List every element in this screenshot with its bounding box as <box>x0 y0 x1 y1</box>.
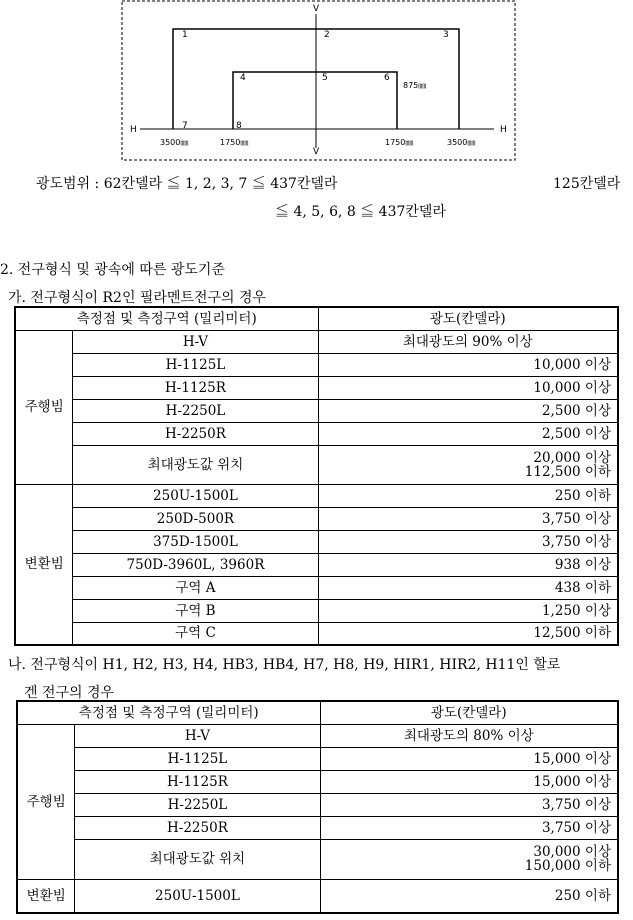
row-value-min: 30,000 이상 <box>533 844 611 860</box>
row-value: 938 이상 <box>318 553 618 576</box>
row-value: 최대광도의 80% 이상 <box>320 724 618 747</box>
section-2-heading: 2. 전구형식 및 광속에 따른 광도기준 <box>0 262 225 278</box>
table-row <box>15 599 618 622</box>
point-4: 4 <box>240 73 246 83</box>
table-row <box>17 793 618 816</box>
row-point: 구역 B <box>73 599 318 622</box>
row-value: 3,750 이상 <box>318 530 618 553</box>
row-point: 구역 A <box>73 576 318 599</box>
table-row <box>17 816 618 839</box>
row-value: 1,250 이상 <box>318 599 618 622</box>
point-3: 3 <box>443 30 449 40</box>
header-value: 광도(칸델라) <box>318 307 618 330</box>
table-row <box>15 576 618 599</box>
dist-left-inner: 1750㎜ <box>220 138 249 147</box>
table-row <box>15 622 618 645</box>
row-value: 250 이하 <box>320 879 618 913</box>
table-row <box>17 879 618 913</box>
dist-right-outer: 3500㎜ <box>447 138 476 147</box>
row-point: H-1125L <box>75 747 320 770</box>
point-8: 8 <box>236 121 242 131</box>
table-row <box>15 353 618 376</box>
table-header-row <box>17 701 618 724</box>
h-right-label: H <box>500 125 507 135</box>
point-6: 6 <box>384 73 390 83</box>
table-row <box>15 484 618 507</box>
row-value: 438 이하 <box>318 576 618 599</box>
range-line-1-right: 125칸델라 <box>553 176 621 192</box>
row-value: 10,000 이상 <box>318 353 618 376</box>
row-point: 250U-1500L <box>75 879 320 913</box>
table-row <box>17 724 618 747</box>
diagram-lines <box>0 0 633 170</box>
row-value: 15,000 이상 <box>320 747 618 770</box>
row-value: 3,750 이상 <box>320 816 618 839</box>
table-row <box>15 330 618 353</box>
table-row <box>15 553 618 576</box>
h-left-label: H <box>130 125 137 135</box>
row-point: 375D-1500L <box>73 530 318 553</box>
row-point: 250U-1500L <box>73 484 318 507</box>
section-2-sub-b-line-1: 나. 전구형식이 H1, H2, H3, H4, HB3, HB4, H7, H8, H9, HIR1, HIR2, H11인 할로 <box>8 657 561 673</box>
dist-right-inner: 1750㎜ <box>385 138 414 147</box>
row-value: 250 이하 <box>318 484 618 507</box>
header-value: 광도(칸델라) <box>320 701 618 724</box>
row-value-max: 112,500 이하 <box>524 463 611 480</box>
table-row <box>15 530 618 553</box>
row-point: H-1125R <box>75 770 320 793</box>
table-row <box>17 839 618 879</box>
section-2-sub-b-line-2: 겐 전구의 경우 <box>24 685 115 701</box>
row-value: 2,500 이상 <box>318 399 618 422</box>
range-line-2: ≦ 4, 5, 6, 8 ≦ 437칸델라 <box>275 204 446 220</box>
height-label: 875㎜ <box>403 81 427 90</box>
group-passing-beam: 변환빔 <box>15 484 73 645</box>
table-r2 <box>14 306 619 646</box>
row-value: 10,000 이상 <box>318 376 618 399</box>
table-row <box>15 422 618 445</box>
row-value-range <box>318 445 618 484</box>
row-point: H-2250R <box>75 816 320 839</box>
table-row <box>15 445 618 484</box>
row-value-max: 150,000 이하 <box>524 858 611 874</box>
dist-left-outer: 3500㎜ <box>160 138 189 147</box>
row-value-min: 20,000 이상 <box>533 449 611 466</box>
table-halogen <box>16 700 619 914</box>
row-value: 15,000 이상 <box>320 770 618 793</box>
point-2: 2 <box>324 30 330 40</box>
row-point: H-2250L <box>75 793 320 816</box>
table-row <box>15 507 618 530</box>
row-value: 최대광도의 90% 이상 <box>318 330 618 353</box>
row-value: 3,750 이상 <box>318 507 618 530</box>
row-point: 250D-500R <box>73 507 318 530</box>
row-point: H-V <box>75 724 320 747</box>
v-top-label: V <box>313 4 320 14</box>
point-5: 5 <box>322 73 328 83</box>
table-row <box>15 399 618 422</box>
row-point: H-V <box>73 330 318 353</box>
point-1: 1 <box>182 30 188 40</box>
row-point: 750D-3960L, 3960R <box>73 553 318 576</box>
row-point: 최대광도값 위치 <box>75 839 320 879</box>
group-driving-beam: 주행빔 <box>15 330 73 484</box>
table-row <box>17 770 618 793</box>
row-value: 3,750 이상 <box>320 793 618 816</box>
row-point: 구역 C <box>73 622 318 645</box>
row-value: 12,500 이하 <box>318 622 618 645</box>
group-driving-beam: 주행빔 <box>17 724 75 879</box>
inner-box <box>233 72 397 129</box>
row-point: 최대광도값 위치 <box>73 445 318 484</box>
row-value: 2,500 이상 <box>318 422 618 445</box>
header-point: 측정점 및 측정구역 (밀리미터) <box>17 701 320 724</box>
group-passing-beam: 변환빔 <box>17 879 75 913</box>
table-row <box>15 376 618 399</box>
point-7: 7 <box>182 121 188 131</box>
section-2-sub-a: 가. 전구형식이 R2인 필라멘트전구의 경우 <box>8 290 267 306</box>
row-point: H-2250R <box>73 422 318 445</box>
table-header-row <box>15 307 618 330</box>
v-bottom-label: V <box>313 147 320 157</box>
range-line-1: 광도범위 : 62칸델라 ≦ 1, 2, 3, 7 ≦ 437칸델라 <box>36 176 338 192</box>
row-point: H-2250L <box>73 399 318 422</box>
row-value-range <box>320 839 618 879</box>
row-point: H-1125L <box>73 353 318 376</box>
table-row <box>17 747 618 770</box>
row-point: H-1125R <box>73 376 318 399</box>
header-point: 측정점 및 측정구역 (밀리미터) <box>15 307 318 330</box>
